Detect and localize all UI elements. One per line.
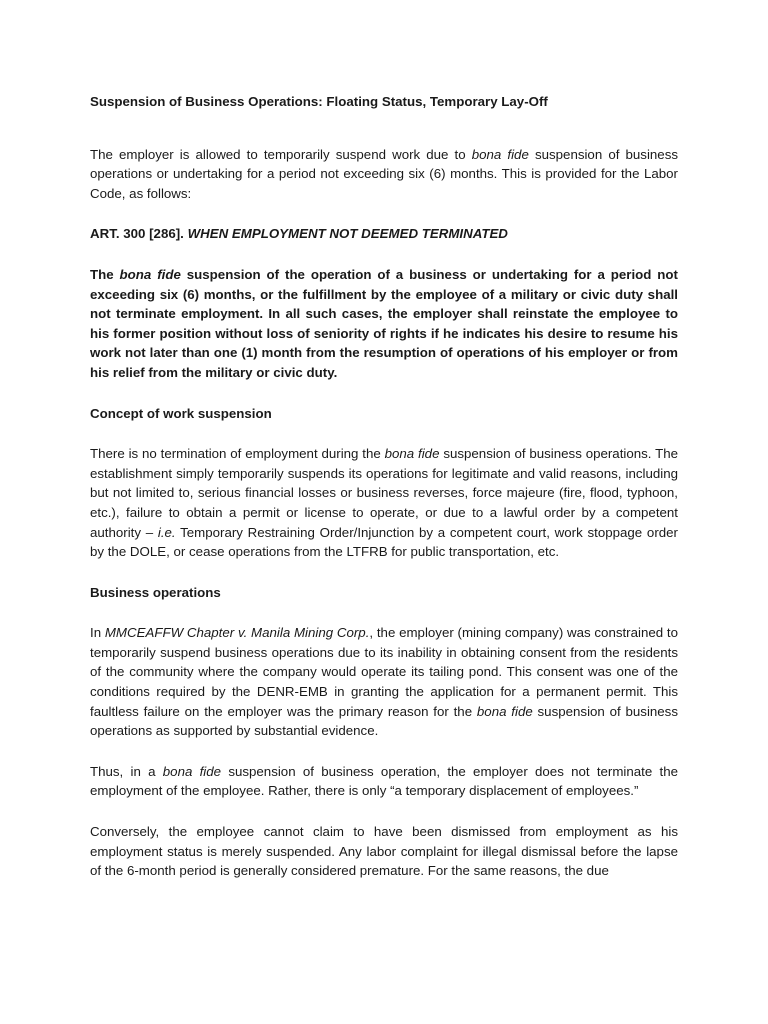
article-italic-bona-fide: bona fide xyxy=(119,266,181,282)
intro-paragraph xyxy=(90,145,678,204)
intro-text-a: The employer is allowed to temporarily suspend work due to xyxy=(90,146,472,162)
intro-text-c: suspension of business operations or undertaking for a period not exceeding six (6) months. This is provided for the Labor Code, as follows: xyxy=(90,146,678,201)
article-heading xyxy=(90,224,678,244)
concept-italic-bona-fide: bona fide xyxy=(384,446,440,462)
concept-paragraph xyxy=(90,444,678,562)
thus-text-c: suspension of business operation, the employer does not terminate the employment of the employee. Rather, there is only “a temporary displacement of employees.” xyxy=(90,763,679,799)
concept-text-e: Temporary Restraining Order/Injunction by a competent court, work stoppage order by the DOLE, or cease operations from the LTFRB for public transportation, etc. xyxy=(90,524,678,560)
business-case-name: MMCEAFFW Chapter v. Manila Mining Corp. xyxy=(104,625,370,641)
thus-paragraph xyxy=(90,762,678,801)
document-title: Suspension of Business Operations: Floating Status, Temporary Lay-Off xyxy=(90,94,548,109)
concept-text-c: suspension of business operations. The establishment simply temporarily suspends its operations for legitimate and valid reasons, including but not limited to, serious financial losses or business reverses, force majeure (fire, flood, typhoon, etc.), failure to obtain a permit or license to operate, or due to a lawful order by a competent authority – xyxy=(90,446,678,540)
thus-italic-bona-fide: bona fide xyxy=(162,763,222,779)
article-title: WHEN EMPLOYMENT NOT DEEMED TERMINATED xyxy=(187,226,508,242)
concept-italic-ie: i.e. xyxy=(157,524,176,540)
business-text-a: In xyxy=(90,625,105,641)
article-number: ART. 300 [286]. xyxy=(90,226,188,242)
business-heading: Business operations xyxy=(90,584,221,600)
article-text-a: The xyxy=(90,266,120,282)
business-italic-bona-fide: bona fide xyxy=(476,703,533,719)
concept-heading: Concept of work suspension xyxy=(90,405,272,421)
document-page xyxy=(90,92,678,881)
conversely-paragraph: Conversely, the employee cannot claim to have been dismissed from employment as his employment status is merely suspended. Any labor complaint for illegal dismissal before the lapse of the 6-month period is generally considered premature. For the same reasons, the due xyxy=(90,824,678,879)
business-text-c: , the employer (mining company) was constrained to temporarily suspend business operations due to its inability in obtaining consent from the residents of the community where the company would operate its tailing pond. This consent was one of the conditions required by the DENR-EMB in granting the application for a permanent permit. This faultless failure on the employer was the primary reason for the xyxy=(90,625,678,719)
business-paragraph xyxy=(90,623,678,741)
thus-text-a: Thus, in a xyxy=(90,763,163,779)
article-paragraph xyxy=(90,265,678,383)
article-text-c: suspension of the operation of a business or undertaking for a period not exceeding six (6) months, or the fulfillment by the employee of a military or civic duty shall not terminate employment. In all such cases, the employer shall reinstate the employee to his former position without loss of seniority of rights if he indicates his desire to resume his work not later than one (1) month from the resumption of operations of his employer or from his relief from the military or civic duty. xyxy=(90,266,678,380)
intro-italic-bona-fide: bona fide xyxy=(471,146,529,162)
concept-text-a: There is no termination of employment during the xyxy=(90,446,385,462)
business-text-e: suspension of business operations as supported by substantial evidence. xyxy=(90,703,678,739)
